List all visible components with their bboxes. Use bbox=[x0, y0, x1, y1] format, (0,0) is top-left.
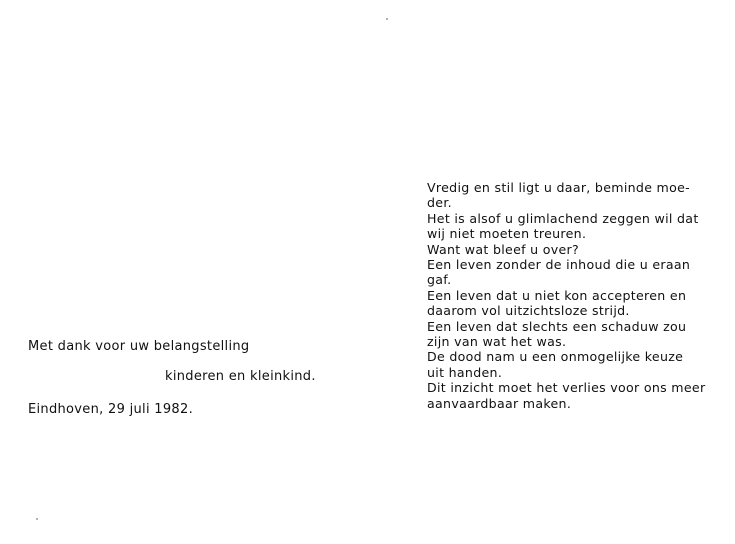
poem-line: Een leven dat slechts een schaduw zou bbox=[427, 318, 687, 334]
thanks-line: Met dank voor uw belangstelling bbox=[28, 339, 250, 354]
poem-line: zijn van wat het was. bbox=[427, 334, 567, 350]
paper-speck bbox=[36, 518, 38, 520]
poem-line: Vredig en stil ligt u daar, beminde moe- bbox=[427, 180, 691, 195]
signature-line: kinderen en kleinkind. bbox=[165, 369, 316, 384]
poem-line: gaf. bbox=[427, 272, 452, 288]
poem-line: Een leven dat u niet kon accepteren en bbox=[427, 287, 687, 303]
poem-line: Want wat bleef u over? bbox=[427, 241, 580, 257]
poem bbox=[427, 180, 727, 411]
poem-line: der. bbox=[427, 195, 452, 211]
poem-line: wij niet moeten treuren. bbox=[427, 226, 587, 242]
poem-line: aanvaardbaar maken. bbox=[427, 395, 572, 411]
poem-line: Een leven zonder de inhoud die u eraan bbox=[427, 257, 691, 273]
place-date-line: Eindhoven, 29 juli 1982. bbox=[28, 402, 194, 417]
poem-line: Dit inzicht moet het verlies voor ons meer bbox=[427, 380, 706, 396]
poem-line: De dood nam u een onmogelijke keuze bbox=[427, 349, 684, 365]
poem-line: Het is alsof u glimlachend zeggen wil dat bbox=[427, 210, 699, 226]
poem-line: uit handen. bbox=[427, 364, 503, 380]
poem-line: daarom vol uitzichtsloze strijd. bbox=[427, 303, 630, 319]
paper-speck bbox=[386, 18, 388, 20]
